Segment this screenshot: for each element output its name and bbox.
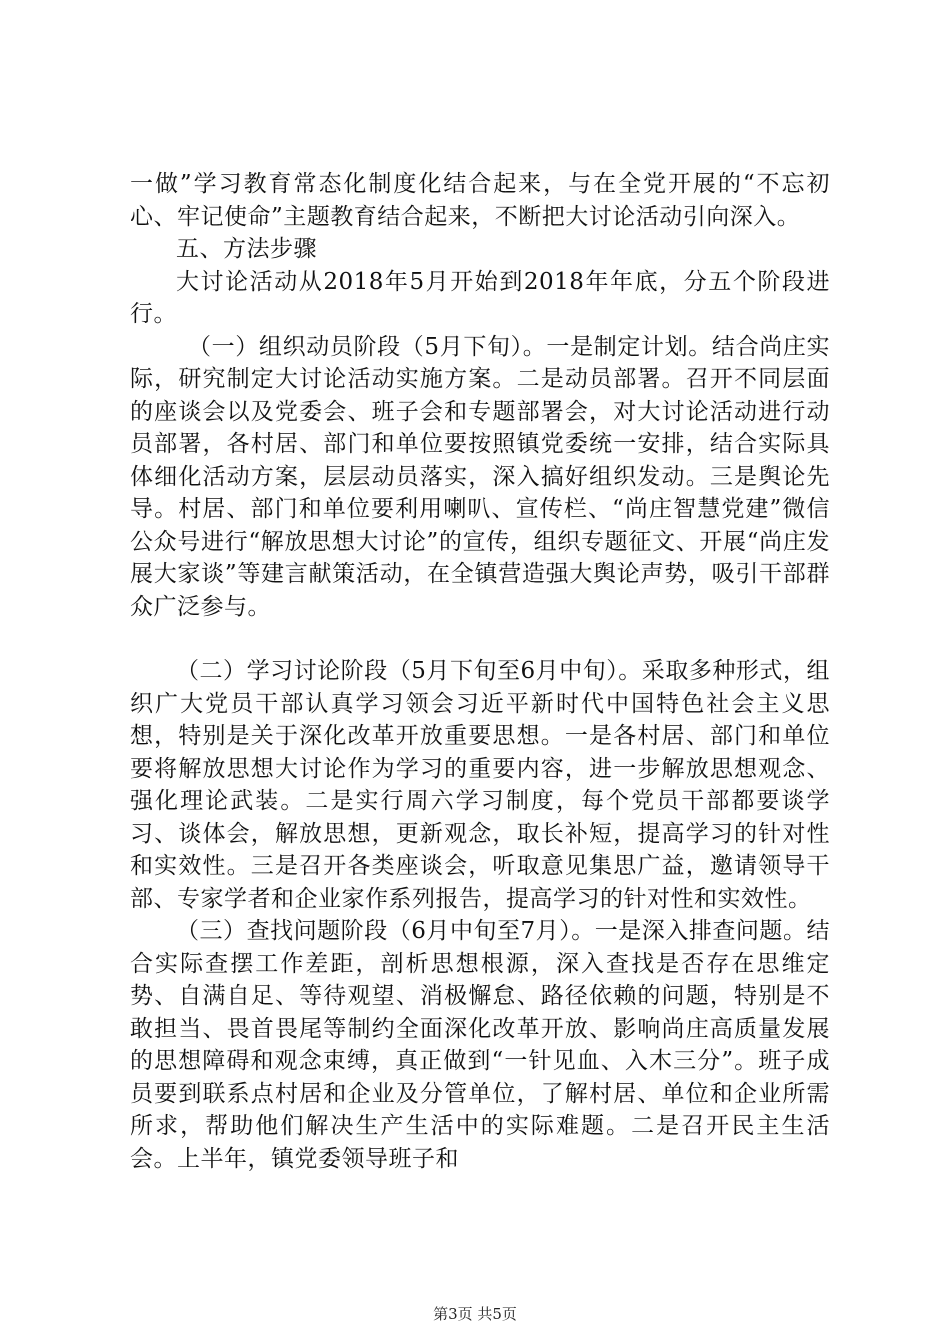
paragraph-stage-three: （三）查找问题阶段（6月中旬至7月）。一是深入排查问题。结合实际查摆工作差距，剖析思想根源，深入查找是否存在思维定势、自满自足、等待观望、消极懈怠、路径依赖的问题，特别是不敢担当、畏首畏尾等制约全面深化改革开放、影响尚庄高质量发展的思想障碍和观念束缚，真正做到“一针见血、入木三分”。班子成员要到联系点村居和企业及分管单位，了解村居、单位和企业所需所求，帮助他们解决生产生活中的实际难题。二是召开民主生活会。上半年，镇党委领导班子和 bbox=[130, 918, 830, 1172]
document-body bbox=[130, 168, 830, 1175]
paragraph-overview: 大讨论活动从2018年5月开始到2018年年底，分五个阶段进行。 bbox=[130, 268, 830, 327]
section-heading-methods: 五、方法步骤 bbox=[176, 236, 317, 262]
paragraph-stage-two: （二）学习讨论阶段（5月下旬至6月中旬）。采取多种形式，组织广大党员干部认真学习领会习近平新时代中国特色社会主义思想，特别是关于深化改革开放重要思想。一是各村居、部门和单位要将解放思想大讨论作为学习的重要内容，进一步解放思想观念、强化理论武装。二是实行周六学习制度，每个党员干部都要谈学习、谈体会，解放思想，更新观念，取长补短，提高学习的针对性和实效性。三是召开各类座谈会，听取意见集思广益，邀请领导干部、专家学者和企业家作系列报告，提高学习的针对性和实效性。 bbox=[130, 658, 830, 912]
page-number-footer: 第3页 共5页 bbox=[433, 1305, 517, 1323]
paragraph-stage-one: （一）组织动员阶段（5月下旬）。一是制定计划。结合尚庄实际，研究制定大讨论活动实施方案。二是动员部署。召开不同层面的座谈会以及党委会、班子会和专题部署会，对大讨论活动进行动员部署，各村居、部门和单位要按照镇党委统一安排，结合实际具体细化活动方案，层层动员落实，深入搞好组织发动。三是舆论先导。村居、部门和单位要利用喇叭、宣传栏、“尚庄智慧党建”微信公众号进行“解放思想大讨论”的宣传，组织专题征文、开展“尚庄发展大家谈”等建言献策活动，在全镇营造强大舆论声势，吸引干部群众广泛参与。 bbox=[130, 333, 830, 620]
paragraph-continuation: 一做”学习教育常态化制度化结合起来，与在全党开展的“不忘初心、牢记使命”主题教育结合起来，不断把大讨论活动引向深入。 bbox=[130, 171, 830, 230]
